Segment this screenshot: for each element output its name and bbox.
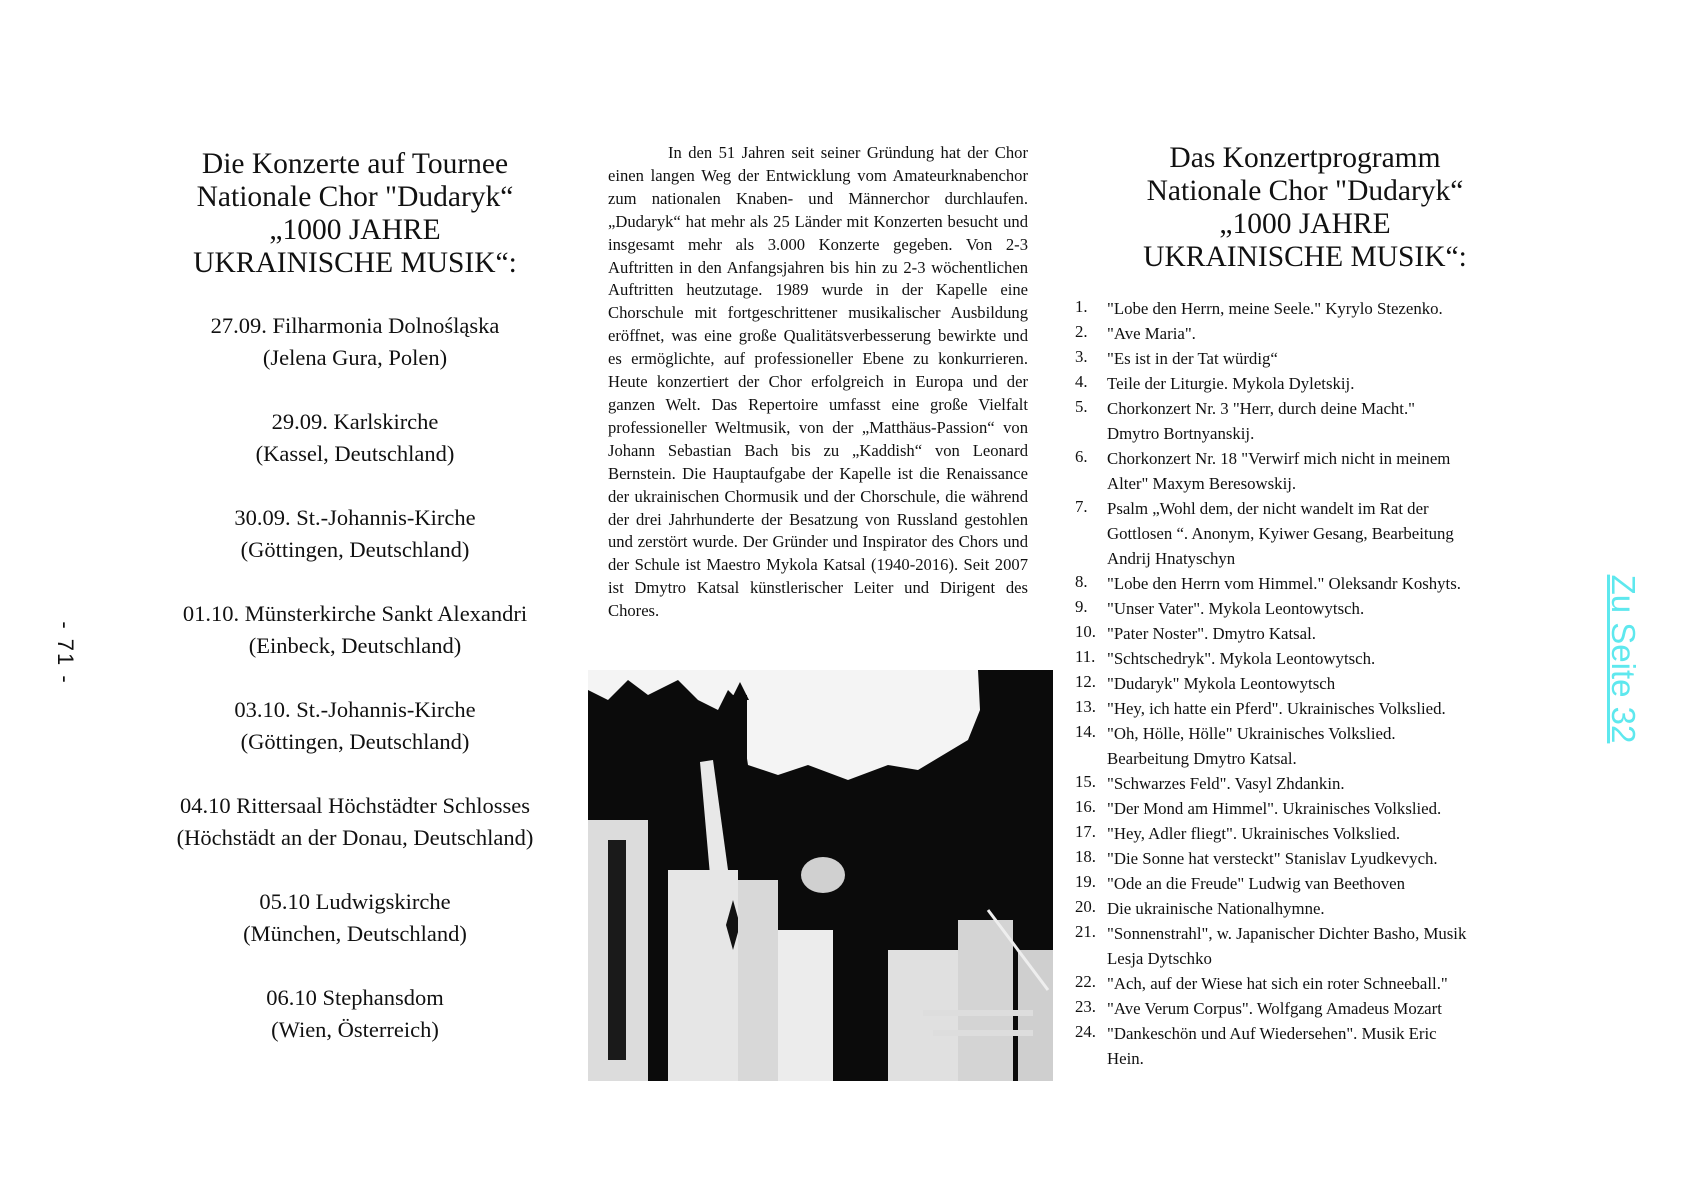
program-item-text <box>1107 971 1525 996</box>
tour-section <box>150 148 560 1078</box>
program-item-text <box>1107 321 1525 346</box>
program-item-number: 4. <box>1075 372 1088 391</box>
choir-conductor-photo <box>588 670 1053 1081</box>
venue-location: (Göttingen, Deutschland) <box>240 729 470 754</box>
venue-date-name: 03.10. St.-Johannis-Kirche <box>234 697 476 722</box>
program-item-number: 6. <box>1075 447 1088 466</box>
program-item <box>1075 371 1525 396</box>
venue-date-name: 01.10. Münsterkirche Sankt Alexandri <box>182 601 528 626</box>
tour-title-line: Nationale Chor "Dudaryk“ <box>196 181 514 213</box>
program-item-text <box>1107 571 1525 596</box>
history-paragraph: In den 51 Jahren seit seiner Gründung hat der Chor einen langen Weg der Entwicklung vom Amateurknabenchor zum nationalen Knaben- und Männerchor durchlaufen. „Dudaryk“ hat mehr als 25 Länder mit Konzerten besucht und insgesamt mehr als 3.000 Konzerte gegeben. Von 2-3 Auftritten in den Anfangsjahren bis hin zu 2-3 wöchentlichen Auftritten heutzutage. 1989 wurde in der Kapelle eine Chorschule mit fortgeschrittener musikalischer Ausbildung eröffnet, was eine große Qualitätsverbesserung bewirkte und es ermöglichte, auf professioneller Ebene zu konkurrieren. Heute konzertiert der Chor erfolgreich in Europa und der ganzen Welt. Das Repertoire umfasst eine große Vielfalt professioneller Weltmusik, von der „Matthäus-Passion“ von Johann Sebastian Bach bis zu „Kaddish“ von Leonard Bernstein. Die Hauptaufgabe der Kapelle ist die Renaissance der ukrainischen Chormusik und der Chorschule, die während der drei Jahrhunderte der Besatzung von Russland gestohlen und zerstört wurde. Der Gründer und Inspirator des Chors und der Schule ist Maestro Mykola Katsal (1940-2016). Seit 2007 ist Dmytro Katsal künstlerischer Leiter und Dirigent des Chores. <box>608 143 1028 621</box>
program-list <box>1075 296 1525 1071</box>
program-item-line: Gottlosen “. Anonym, Kyiwer Gesang, Bearbeitung <box>1107 524 1454 543</box>
venue-item <box>150 694 560 758</box>
program-item <box>1075 396 1525 446</box>
tour-title-line: Die Konzerte auf Tournee <box>201 148 509 180</box>
program-item-line: "Ach, auf der Wiese hat sich ein roter Schneeball." <box>1107 974 1448 993</box>
program-item-text <box>1107 996 1525 1021</box>
program-item-text <box>1107 796 1525 821</box>
venue-location: (Höchstädt an der Donau, Deutschland) <box>176 825 534 850</box>
program-item-text <box>1107 646 1525 671</box>
program-item-text <box>1107 821 1525 846</box>
program-item <box>1075 671 1525 696</box>
program-item-line: "Lobe den Herrn, meine Seele." Kyrylo Stezenko. <box>1107 299 1443 318</box>
page-link[interactable]: Zu Seite 32 <box>1605 574 1642 744</box>
venue-item <box>150 406 560 470</box>
program-item-line: "Der Mond am Himmel". Ukrainisches Volkslied. <box>1107 799 1442 818</box>
venue-location: (Wien, Österreich) <box>271 1017 439 1042</box>
program-item-text <box>1107 721 1525 771</box>
program-item <box>1075 296 1525 321</box>
program-item <box>1075 1021 1525 1071</box>
program-item-line: Chorkonzert Nr. 18 "Verwirf mich nicht in meinem <box>1107 449 1451 468</box>
program-item-number: 23. <box>1075 997 1096 1016</box>
program-item <box>1075 571 1525 596</box>
program-item <box>1075 771 1525 796</box>
program-item-line: "Hey, ich hatte ein Pferd". Ukrainisches Volkslied. <box>1107 699 1446 718</box>
program-item <box>1075 446 1525 496</box>
program-item-line: "Oh, Hölle, Hölle" Ukrainisches Volkslied. <box>1107 724 1396 743</box>
tour-title-line: UKRAINISCHE MUSIK“: <box>193 247 517 279</box>
program-item-number: 17. <box>1075 822 1096 841</box>
program-item <box>1075 821 1525 846</box>
program-item-number: 8. <box>1075 572 1088 591</box>
program-item <box>1075 971 1525 996</box>
program-item-number: 22. <box>1075 972 1096 991</box>
program-item-line: Andrij Hnatyschyn <box>1107 549 1236 568</box>
program-item-line: "Schtschedryk". Mykola Leontowytsch. <box>1107 649 1376 668</box>
program-item-line: "Pater Noster". Dmytro Katsal. <box>1107 624 1316 643</box>
program-title-line: UKRAINISCHE MUSIK“: <box>1143 241 1467 273</box>
program-item-number: 7. <box>1075 497 1088 516</box>
program-item-line: "Dudaryk" Mykola Leontowytsch <box>1107 674 1336 693</box>
program-title-line: „1000 JAHRE <box>1219 208 1391 240</box>
program-item-line: Chorkonzert Nr. 3 "Herr, durch deine Macht." <box>1107 399 1416 418</box>
program-item-number: 20. <box>1075 897 1096 916</box>
program-item <box>1075 721 1525 771</box>
program-item-line: Teile der Liturgie. Mykola Dyletskij. <box>1107 374 1355 393</box>
venue-list <box>150 310 560 1046</box>
program-item-line: Hein. <box>1107 1049 1144 1068</box>
program-item <box>1075 996 1525 1021</box>
program-item-number: 19. <box>1075 872 1096 891</box>
program-item-text <box>1107 596 1525 621</box>
program-item-text <box>1107 871 1525 896</box>
program-item-line: Die ukrainische Nationalhymne. <box>1107 899 1325 918</box>
program-item-number: 2. <box>1075 322 1088 341</box>
program-item <box>1075 696 1525 721</box>
photo-graphic <box>588 670 1053 1081</box>
program-item-number: 18. <box>1075 847 1096 866</box>
program-item <box>1075 896 1525 921</box>
program-section <box>1075 142 1525 1071</box>
tour-title-line: „1000 JAHRE <box>269 214 441 246</box>
program-item-text <box>1107 671 1525 696</box>
program-item-text <box>1107 771 1525 796</box>
program-item <box>1075 646 1525 671</box>
program-item-number: 15. <box>1075 772 1096 791</box>
venue-date-name: 06.10 Stephansdom <box>266 985 444 1010</box>
program-item-number: 12. <box>1075 672 1096 691</box>
program-item-number: 1. <box>1075 297 1088 316</box>
program-item-text <box>1107 1021 1525 1071</box>
program-title-line: Nationale Chor "Dudaryk“ <box>1146 175 1464 207</box>
program-item-line: Psalm „Wohl dem, der nicht wandelt im Rat der <box>1107 499 1429 518</box>
program-item-line: Dmytro Bortnyanskij. <box>1107 424 1255 443</box>
program-item-text <box>1107 846 1525 871</box>
venue-location: (Göttingen, Deutschland) <box>240 537 470 562</box>
program-item-line: "Dankeschön und Auf Wiedersehen". Musik Eric <box>1107 1024 1437 1043</box>
program-item <box>1075 846 1525 871</box>
program-item-line: Bearbeitung Dmytro Katsal. <box>1107 749 1297 768</box>
program-item-text <box>1107 621 1525 646</box>
venue-location: (Jelena Gura, Polen) <box>262 345 448 370</box>
program-item-line: "Ave Verum Corpus". Wolfgang Amadeus Mozart <box>1107 999 1442 1018</box>
program-item-text <box>1107 396 1525 446</box>
venue-item <box>150 310 560 374</box>
program-item-text <box>1107 921 1525 971</box>
venue-item <box>150 982 560 1046</box>
venue-date-name: 04.10 Rittersaal Höchstädter Schlosses <box>180 793 530 818</box>
tour-title <box>150 148 560 280</box>
program-item <box>1075 596 1525 621</box>
venue-date-name: 27.09. Filharmonia Dolnośląska <box>210 313 500 338</box>
program-item-line: "Sonnenstrahl", w. Japanischer Dichter Basho, Musik <box>1107 924 1467 943</box>
program-item-line: "Die Sonne hat versteckt" Stanislav Lyudkevych. <box>1107 849 1438 868</box>
program-item-text <box>1107 346 1525 371</box>
program-item-text <box>1107 696 1525 721</box>
program-title <box>1075 142 1525 274</box>
program-item <box>1075 921 1525 971</box>
program-item-line: "Hey, Adler fliegt". Ukrainisches Volkslied. <box>1107 824 1401 843</box>
program-item-number: 21. <box>1075 922 1096 941</box>
program-item <box>1075 321 1525 346</box>
venue-location: (München, Deutschland) <box>243 921 467 946</box>
program-item <box>1075 621 1525 646</box>
venue-location: (Kassel, Deutschland) <box>255 441 455 466</box>
program-item-number: 3. <box>1075 347 1088 366</box>
program-item-text <box>1107 296 1525 321</box>
program-title-line: Das Konzertprogramm <box>1169 142 1441 174</box>
program-item-line: "Schwarzes Feld". Vasyl Zhdankin. <box>1107 774 1345 793</box>
program-item-number: 14. <box>1075 722 1096 741</box>
program-item-line: "Es ist in der Tat würdig“ <box>1107 349 1278 368</box>
program-item-text <box>1107 496 1525 571</box>
program-item <box>1075 796 1525 821</box>
program-item-text <box>1107 371 1525 396</box>
venue-item <box>150 790 560 854</box>
program-item <box>1075 871 1525 896</box>
venue-item <box>150 598 560 662</box>
venue-date-name: 29.09. Karlskirche <box>271 409 439 434</box>
program-item-line: "Ode an die Freude" Ludwig van Beethoven <box>1107 874 1405 893</box>
program-item-line: "Unser Vater". Mykola Leontowytsch. <box>1107 599 1365 618</box>
program-item-line: Lesja Dytschko <box>1107 949 1212 968</box>
program-item-line: "Ave Maria". <box>1107 324 1196 343</box>
program-item-number: 11. <box>1075 647 1096 666</box>
program-item-number: 9. <box>1075 597 1088 616</box>
venue-location: (Einbeck, Deutschland) <box>248 633 462 658</box>
program-item-text <box>1107 896 1525 921</box>
venue-date-name: 05.10 Ludwigskirche <box>259 889 451 914</box>
program-item <box>1075 346 1525 371</box>
venue-item <box>150 502 560 566</box>
history-section <box>608 142 1028 623</box>
program-item-line: Alter" Maxym Beresowskij. <box>1107 474 1297 493</box>
program-item-text <box>1107 446 1525 496</box>
program-item-number: 16. <box>1075 797 1096 816</box>
program-item-number: 13. <box>1075 697 1096 716</box>
program-item <box>1075 496 1525 571</box>
page-number: - 71 - <box>53 621 78 685</box>
program-item-number: 10. <box>1075 622 1096 641</box>
venue-date-name: 30.09. St.-Johannis-Kirche <box>234 505 476 530</box>
venue-item <box>150 886 560 950</box>
program-item-line: "Lobe den Herrn vom Himmel." Oleksandr Koshyts. <box>1107 574 1461 593</box>
program-item-number: 24. <box>1075 1022 1096 1041</box>
program-item-number: 5. <box>1075 397 1088 416</box>
